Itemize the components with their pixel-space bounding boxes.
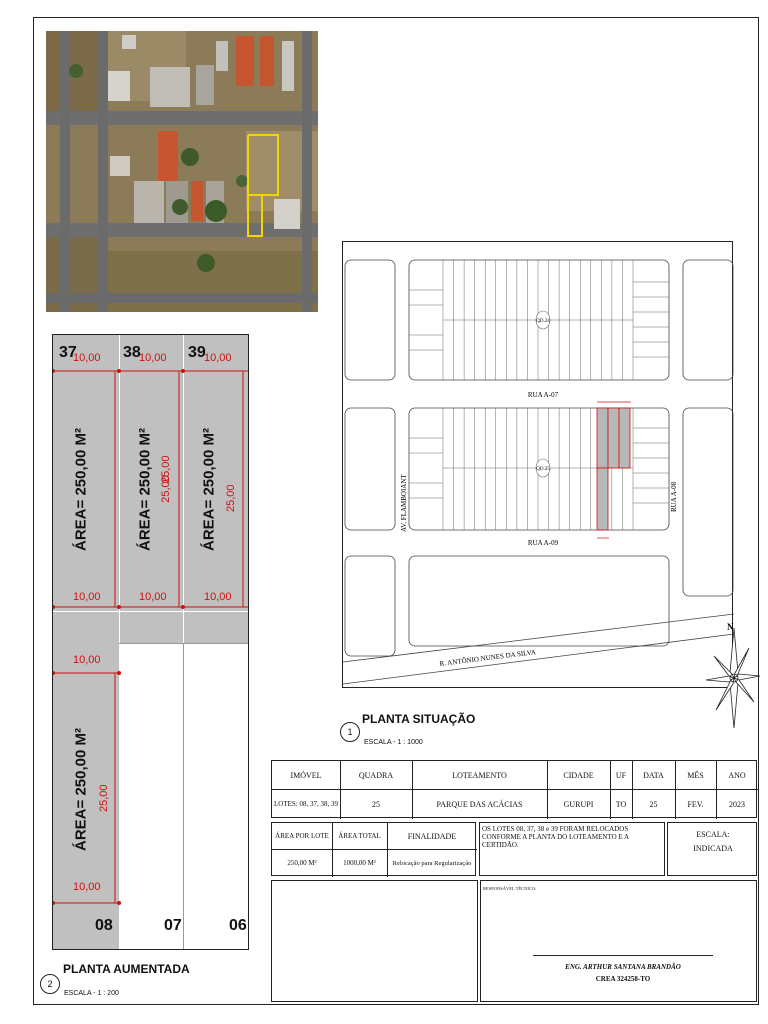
satellite-image-graphic (46, 31, 318, 312)
lot-38-bottom-width: 10,00 (139, 591, 167, 603)
lot-39-bottom-width: 10,00 (204, 591, 232, 603)
situation-plan (342, 241, 733, 688)
plan-number-1: 1 (347, 727, 353, 737)
lot-08-number: 08 (95, 917, 113, 934)
plan-number-circle-2 (40, 974, 60, 994)
enlarged-plan-scale: ESCALA - 1 : 200 (64, 990, 119, 997)
value-imovel: LOTES: 08, 37, 38, 39 (274, 800, 338, 808)
lot-37-width: 10,00 (73, 352, 101, 364)
lot-37-bottom-width: 10,00 (73, 591, 101, 603)
lot-38-depth: 25,00 (160, 455, 172, 483)
satellite-image (46, 31, 318, 312)
road-label-diagonal: R. ANTÔNIO NUNES DA SILVA (439, 648, 537, 668)
lot-37-number: 37 (59, 344, 77, 361)
lot-06-number: 06 (229, 917, 247, 934)
value-loteamento: PARQUE DAS ACÁCIAS (436, 799, 523, 809)
lot-08-width: 10,00 (73, 654, 101, 666)
lot-08-depth: 25,00 (98, 784, 110, 812)
block-label-25: QD.25 (536, 467, 550, 472)
lot-39-number: 39 (188, 344, 206, 361)
responsible-label: RESPONSÁVEL TÉCNICO: (483, 885, 537, 891)
plan-number-circle-1 (340, 722, 360, 742)
scale-box (667, 822, 757, 876)
title-block (271, 760, 759, 1005)
scale-label: ESCALA: (696, 829, 730, 839)
lot-38-number: 38 (123, 344, 141, 361)
value-area-total: 1000,00 M² (343, 859, 376, 867)
lot-39-width: 10,00 (204, 352, 232, 364)
value-uf: TO (615, 799, 627, 809)
header-mes: MÊS (687, 770, 704, 780)
highlighted-lots (597, 408, 630, 530)
engineer-name: ENG. ARTHUR SANTANA BRANDÃO (565, 963, 681, 971)
lot-39-depth: 25,00 (225, 484, 237, 512)
header-cidade: CIDADE (563, 770, 594, 780)
header-area-total: ÁREA TOTAL (338, 832, 381, 840)
responsible-box (480, 880, 757, 1002)
note-text: OS LOTES 08, 37, 38 e 39 FORAM RELOCADOS CONFORME A PLANTA DO LOTEAMENTO E A CERTIDÃO. (482, 825, 629, 849)
situation-plan-title: PLANTA SITUAÇÃO (362, 712, 476, 726)
scale-value: INDICADA (693, 843, 733, 853)
north-arrow (704, 618, 760, 728)
avenue-label-left: AV. FLAMBOIANT (400, 474, 408, 532)
situation-plan-scale: ESCALA - 1 : 1000 (364, 739, 423, 746)
header-loteamento: LOTEAMENTO (452, 770, 507, 780)
enlarged-plan-title: PLANTA AUMENTADA (63, 962, 190, 976)
lot-08-area: ÁREA= 250,00 M² (72, 728, 90, 851)
lot-38-area: ÁREA= 250,00 M² (136, 428, 154, 551)
value-mes: FEV. (687, 799, 704, 809)
info-table (271, 760, 757, 818)
north-letter: N (727, 622, 734, 632)
value-area-por-lote: 250,00 M² (287, 859, 317, 867)
blank-box (271, 880, 478, 1002)
value-finalidade: Relocação para Regularização (392, 859, 472, 867)
value-data: 25 (649, 799, 658, 809)
lot-07-number: 07 (164, 917, 182, 934)
enlarged-plan (52, 334, 249, 950)
compass-icon (704, 618, 760, 728)
note-box (479, 822, 665, 876)
area-table (271, 822, 476, 876)
value-quadra: 25 (372, 799, 380, 809)
lot-08-bottom-width: 10,00 (73, 881, 101, 893)
street-label-top: RUA A-07 (527, 391, 559, 399)
header-quadra: QUADRA (358, 770, 394, 780)
block-label-24: QD.24 (536, 319, 550, 324)
lot-37-depth: 25,00 (159, 475, 172, 503)
lot-39-area: ÁREA= 250,00 M² (200, 428, 218, 551)
lot-37-area: ÁREA= 250,00 M² (72, 428, 90, 551)
header-data: DATA (643, 770, 664, 780)
value-cidade: GURUPI (563, 799, 594, 809)
value-ano: 2023 (729, 799, 745, 809)
header-finalidade: FINALIDADE (407, 831, 457, 841)
street-label-right: RUA A-08 (670, 481, 678, 512)
header-uf: UF (615, 770, 627, 780)
situation-plan-drawing (343, 242, 734, 689)
header-imovel: IMÓVEL (290, 770, 322, 780)
street-label-bottom: RUA A-09 (527, 539, 559, 547)
engineer-crea: CREA 324258-TO (595, 975, 651, 983)
lot-38-width: 10,00 (139, 352, 167, 364)
plan-number-2: 2 (47, 979, 53, 989)
header-area-por-lote: ÁREA POR LOTE (275, 832, 329, 840)
header-ano: ANO (728, 770, 746, 780)
